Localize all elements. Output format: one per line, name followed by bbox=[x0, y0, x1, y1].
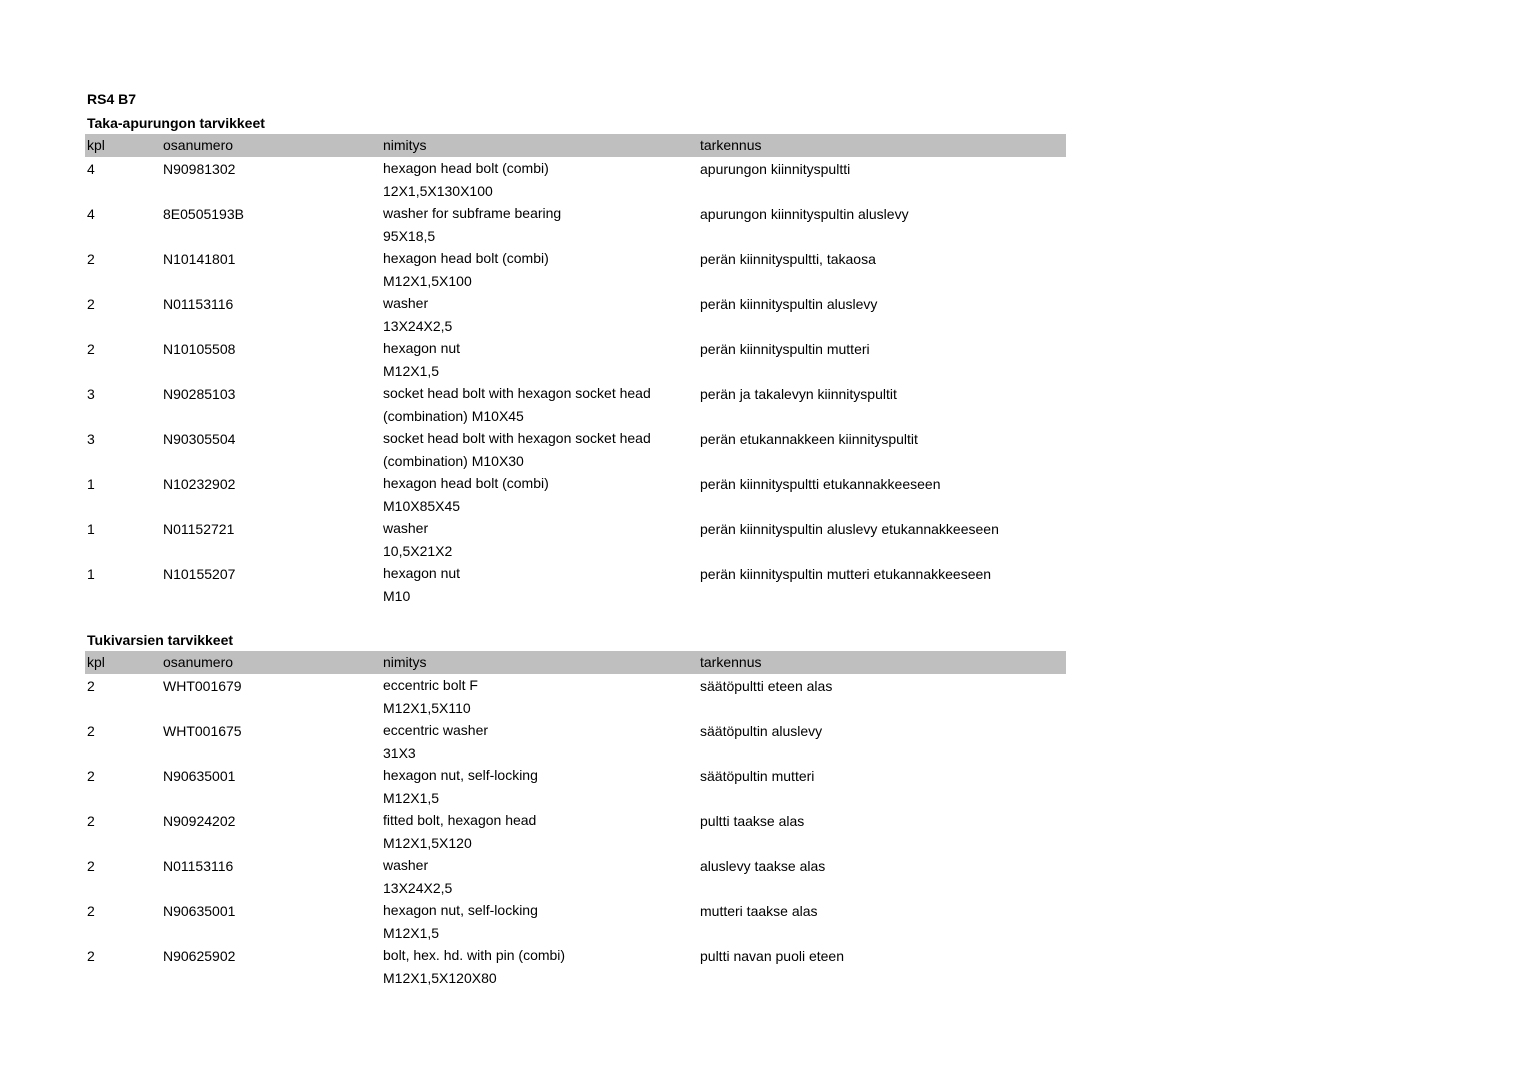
table-row bbox=[85, 247, 1066, 292]
cell-kpl: 2 bbox=[87, 768, 95, 784]
cell-osanumero: N10232902 bbox=[163, 476, 236, 492]
cell-tarkennus: säätöpultin mutteri bbox=[700, 768, 815, 784]
cell-kpl: 2 bbox=[87, 858, 95, 874]
document-title: RS4 B7 bbox=[87, 91, 137, 107]
cell-nimitys-name: washer bbox=[383, 520, 429, 536]
cell-nimitys bbox=[383, 157, 700, 202]
cell-kpl: 3 bbox=[87, 386, 95, 402]
cell-kpl: 4 bbox=[87, 161, 95, 177]
header-tarkennus: tarkennus bbox=[700, 654, 762, 670]
cell-tarkennus: pultti taakse alas bbox=[700, 813, 805, 829]
cell-osanumero: N90285103 bbox=[163, 386, 236, 402]
cell-nimitys bbox=[383, 562, 700, 607]
cell-nimitys-name: hexagon head bolt (combi) bbox=[383, 160, 549, 176]
cell-tarkennus: apurungon kiinnityspultin aluslevy bbox=[700, 206, 909, 222]
cell-nimitys-spec: M12X1,5X120 bbox=[383, 834, 472, 851]
table-row bbox=[85, 562, 1066, 607]
table-row bbox=[85, 944, 1066, 989]
cell-tarkennus: säätöpultti eteen alas bbox=[700, 678, 833, 694]
table-row bbox=[85, 674, 1066, 719]
cell-tarkennus: perän kiinnityspultti, takaosa bbox=[700, 251, 876, 267]
section-title: Tukivarsien tarvikkeet bbox=[87, 632, 234, 648]
cell-nimitys-name: washer for subframe bearing bbox=[383, 205, 562, 221]
table-body bbox=[85, 674, 1066, 989]
cell-nimitys-name: hexagon nut, self-locking bbox=[383, 767, 538, 783]
cell-kpl: 2 bbox=[87, 948, 95, 964]
cell-nimitys-name: hexagon head bolt (combi) bbox=[383, 250, 549, 266]
cell-tarkennus: apurungon kiinnityspultti bbox=[700, 161, 851, 177]
section-title: Taka-apurungon tarvikkeet bbox=[87, 115, 265, 131]
table-row bbox=[85, 292, 1066, 337]
cell-tarkennus: perän etukannakkeen kiinnityspultit bbox=[700, 431, 918, 447]
cell-nimitys bbox=[383, 899, 700, 944]
table-row bbox=[85, 719, 1066, 764]
cell-nimitys bbox=[383, 674, 700, 719]
cell-kpl: 4 bbox=[87, 206, 95, 222]
header-kpl: kpl bbox=[87, 654, 105, 670]
cell-nimitys bbox=[383, 382, 700, 427]
cell-nimitys bbox=[383, 247, 700, 292]
cell-nimitys-name: hexagon nut bbox=[383, 565, 461, 581]
cell-kpl: 1 bbox=[87, 476, 95, 492]
cell-nimitys-name: washer bbox=[383, 857, 429, 873]
cell-osanumero: N90635001 bbox=[163, 768, 236, 784]
cell-nimitys-name: hexagon nut bbox=[383, 340, 461, 356]
cell-nimitys bbox=[383, 809, 700, 854]
table-row bbox=[85, 427, 1066, 472]
cell-nimitys-spec: (combination) M10X30 bbox=[383, 452, 524, 469]
cell-osanumero: N10105508 bbox=[163, 341, 236, 357]
cell-tarkennus: perän kiinnityspultti etukannakkeeseen bbox=[700, 476, 941, 492]
table-row bbox=[85, 382, 1066, 427]
cell-nimitys-spec: M12X1,5 bbox=[383, 362, 440, 379]
cell-nimitys-spec: M12X1,5X120X80 bbox=[383, 969, 497, 986]
cell-nimitys-name: socket head bolt with hexagon socket head bbox=[383, 385, 651, 401]
cell-kpl: 1 bbox=[87, 566, 95, 582]
cell-nimitys bbox=[383, 427, 700, 472]
cell-nimitys-spec: 95X18,5 bbox=[383, 227, 436, 244]
cell-tarkennus: perän kiinnityspultin aluslevy bbox=[700, 296, 878, 312]
cell-osanumero: N90924202 bbox=[163, 813, 236, 829]
cell-nimitys-spec: (combination) M10X45 bbox=[383, 407, 524, 424]
section-control-arms bbox=[85, 629, 1066, 989]
cell-tarkennus: mutteri taakse alas bbox=[700, 903, 818, 919]
cell-kpl: 1 bbox=[87, 521, 95, 537]
cell-tarkennus: perän kiinnityspultin mutteri bbox=[700, 341, 870, 357]
cell-osanumero: WHT001679 bbox=[163, 678, 242, 694]
section-subframe bbox=[85, 112, 1066, 607]
cell-osanumero: N10141801 bbox=[163, 251, 236, 267]
cell-osanumero: N10155207 bbox=[163, 566, 236, 582]
table-header bbox=[85, 651, 1066, 674]
header-osanumero: osanumero bbox=[163, 654, 234, 670]
table-body bbox=[85, 157, 1066, 607]
cell-nimitys bbox=[383, 202, 700, 247]
cell-kpl: 3 bbox=[87, 431, 95, 447]
cell-kpl: 2 bbox=[87, 341, 95, 357]
cell-nimitys-spec: M12X1,5 bbox=[383, 924, 440, 941]
cell-tarkennus: pultti navan puoli eteen bbox=[700, 948, 844, 964]
table-row bbox=[85, 337, 1066, 382]
table-row bbox=[85, 854, 1066, 899]
cell-osanumero: N90981302 bbox=[163, 161, 236, 177]
cell-tarkennus: perän ja takalevyn kiinnityspultit bbox=[700, 386, 897, 402]
cell-nimitys-spec: 31X3 bbox=[383, 744, 416, 761]
cell-osanumero: 8E0505193B bbox=[163, 206, 244, 222]
cell-nimitys-spec: M12X1,5 bbox=[383, 789, 440, 806]
cell-nimitys-name: bolt, hex. hd. with pin (combi) bbox=[383, 947, 566, 963]
cell-kpl: 2 bbox=[87, 251, 95, 267]
cell-tarkennus: säätöpultin aluslevy bbox=[700, 723, 823, 739]
cell-nimitys-spec: 13X24X2,5 bbox=[383, 879, 453, 896]
cell-osanumero: N01152721 bbox=[163, 521, 235, 537]
cell-nimitys-spec: M10X85X45 bbox=[383, 497, 461, 514]
cell-nimitys-spec: 13X24X2,5 bbox=[383, 317, 453, 334]
cell-nimitys-name: washer bbox=[383, 295, 429, 311]
table-row bbox=[85, 899, 1066, 944]
cell-nimitys bbox=[383, 337, 700, 382]
cell-osanumero: WHT001675 bbox=[163, 723, 242, 739]
cell-nimitys-name: hexagon head bolt (combi) bbox=[383, 475, 549, 491]
cell-nimitys-spec: M10 bbox=[383, 587, 411, 604]
cell-osanumero: N90305504 bbox=[163, 431, 236, 447]
cell-nimitys bbox=[383, 719, 700, 764]
table-row bbox=[85, 809, 1066, 854]
cell-nimitys bbox=[383, 472, 700, 517]
cell-osanumero: N90635001 bbox=[163, 903, 236, 919]
cell-kpl: 2 bbox=[87, 723, 95, 739]
table-row bbox=[85, 157, 1066, 202]
cell-nimitys bbox=[383, 292, 700, 337]
header-nimitys: nimitys bbox=[383, 654, 427, 670]
cell-nimitys-spec: M12X1,5X110 bbox=[383, 699, 471, 716]
cell-osanumero: N90625902 bbox=[163, 948, 236, 964]
cell-tarkennus: aluslevy taakse alas bbox=[700, 858, 826, 874]
cell-nimitys-name: eccentric washer bbox=[383, 722, 489, 738]
header-osanumero: osanumero bbox=[163, 137, 234, 153]
table-row bbox=[85, 202, 1066, 247]
cell-nimitys-spec: M12X1,5X100 bbox=[383, 272, 472, 289]
header-nimitys: nimitys bbox=[383, 137, 427, 153]
cell-nimitys-spec: 10,5X21X2 bbox=[383, 542, 453, 559]
cell-kpl: 2 bbox=[87, 296, 95, 312]
cell-nimitys-name: hexagon nut, self-locking bbox=[383, 902, 538, 918]
cell-nimitys-name: fitted bolt, hexagon head bbox=[383, 812, 537, 828]
table-row bbox=[85, 472, 1066, 517]
cell-nimitys-spec: 12X1,5X130X100 bbox=[383, 182, 493, 199]
cell-osanumero: N01153116 bbox=[163, 296, 234, 312]
cell-kpl: 2 bbox=[87, 903, 95, 919]
cell-nimitys bbox=[383, 764, 700, 809]
table-row bbox=[85, 764, 1066, 809]
cell-kpl: 2 bbox=[87, 813, 95, 829]
cell-osanumero: N01153116 bbox=[163, 858, 234, 874]
cell-nimitys bbox=[383, 517, 700, 562]
table-row bbox=[85, 517, 1066, 562]
cell-tarkennus: perän kiinnityspultin aluslevy etukannakkeeseen bbox=[700, 521, 999, 537]
cell-tarkennus: perän kiinnityspultin mutteri etukannakkeeseen bbox=[700, 566, 992, 582]
cell-nimitys-name: eccentric bolt F bbox=[383, 677, 478, 693]
cell-nimitys bbox=[383, 944, 700, 989]
table-header bbox=[85, 134, 1066, 157]
header-tarkennus: tarkennus bbox=[700, 137, 762, 153]
cell-nimitys-name: socket head bolt with hexagon socket head bbox=[383, 430, 651, 446]
cell-kpl: 2 bbox=[87, 678, 95, 694]
cell-nimitys bbox=[383, 854, 700, 899]
header-kpl: kpl bbox=[87, 137, 105, 153]
